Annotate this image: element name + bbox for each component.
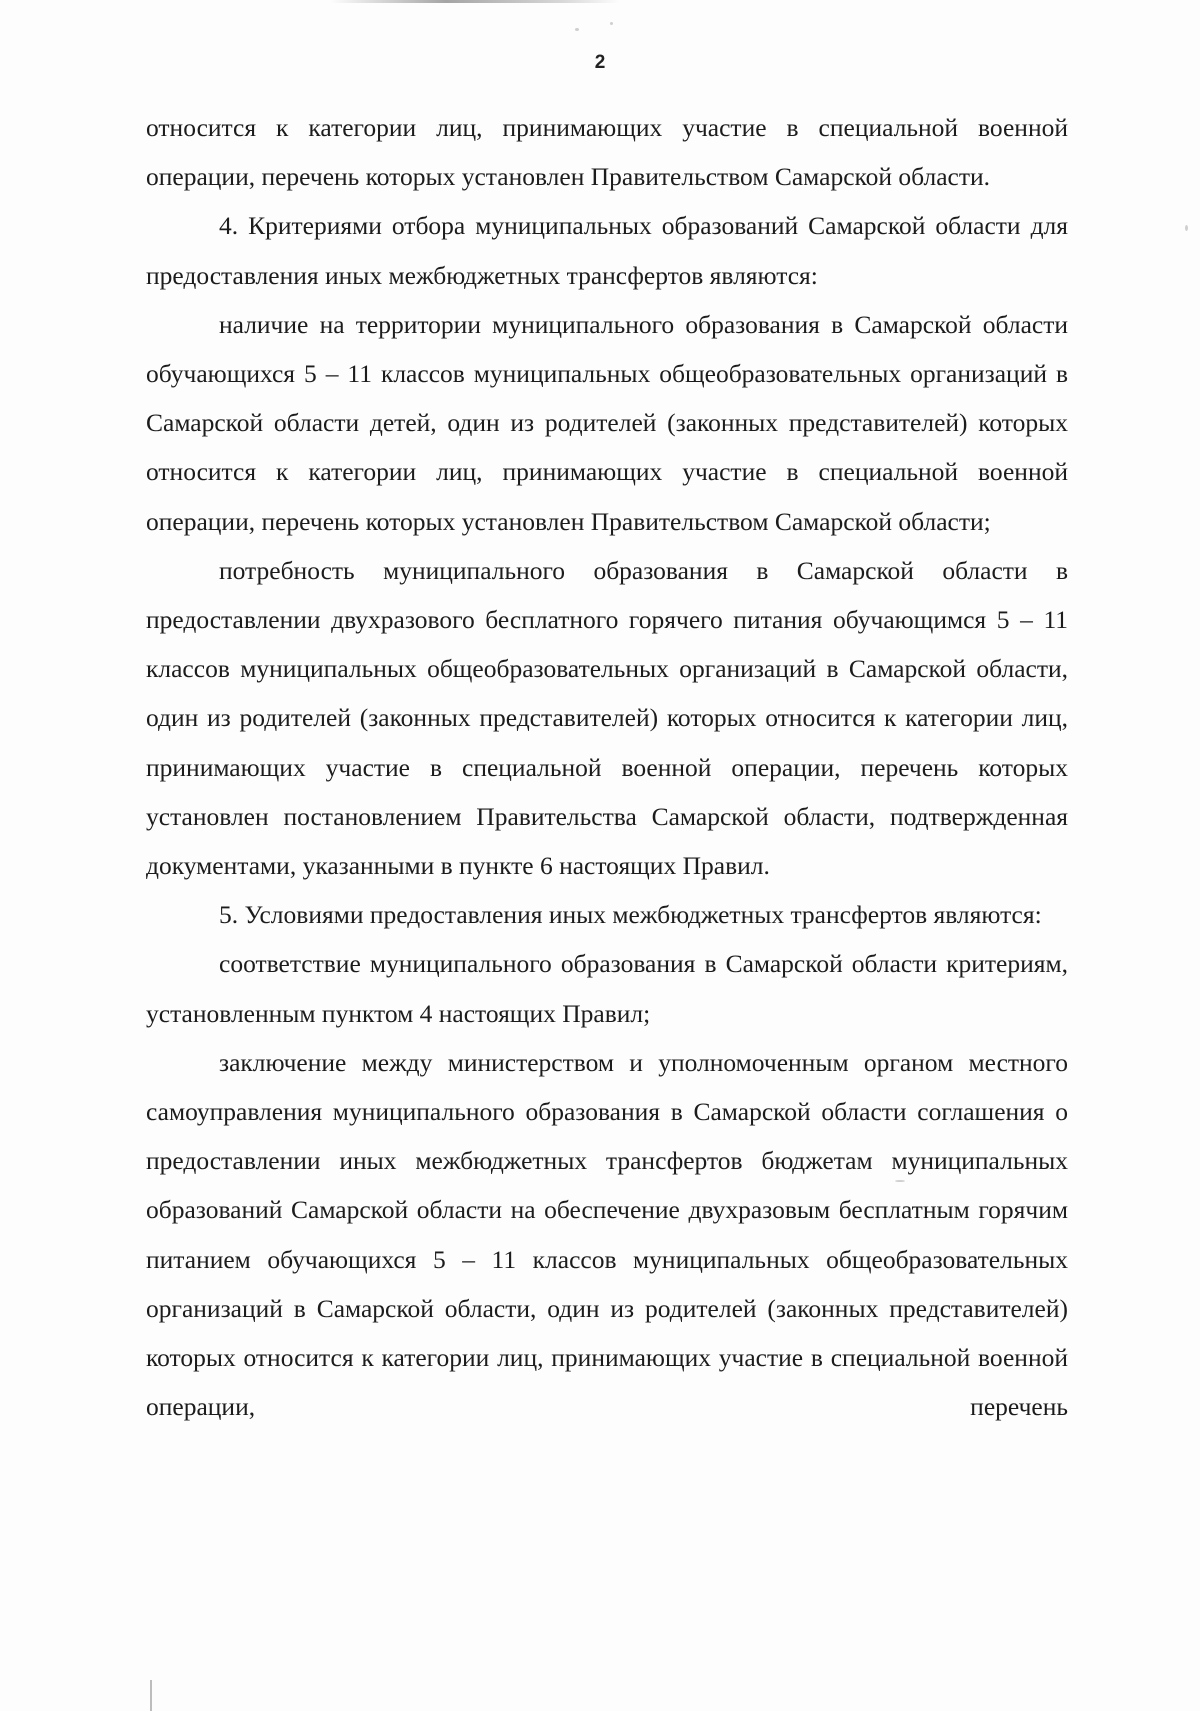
paragraph-criterion-2: потребность муниципального образования в Самарской области в предоставлении двухразового бесплатного горячего питания обучающимся 5 – 11 классов муниципальных общеобразовательных организаций в Самарской области, один из родителей (законных представителей) которых относится к категории лиц, принимающих участие в специальной военной операции, перечень которых установлен постановлением Правительства Самарской области, подтвержденная документами, указанными в пункте 6 настоящих Правил. [146, 555, 1068, 881]
scan-speck [610, 22, 613, 25]
scan-speck [575, 28, 579, 31]
paragraph-condition-2: заключение между министерством и уполномоченным органом местного самоуправления муниципального образования в Самарской области соглашения о предоставлении иных межбюджетных трансфертов бюджетам муниципальных образований Самарской области на обеспечение двухразовым бесплатным горячим питанием обучающихся 5 – 11 классов муниципальных общеобразовательных организаций в Самарской области, один из родителей (законных представителей) которых относится к категории лиц, принимающих участие в специальной военной операции, перечень [146, 1047, 1068, 1422]
paragraph-condition-1: соответствие муниципального образования в Самарской области критериям, установленным пунктом 4 настоящих Правил; [146, 949, 1068, 1028]
page-number: 2 [594, 52, 606, 73]
paragraph-criterion-1: наличие на территории муниципального образования в Самарской области обучающихся 5 – 11 классов муниципальных общеобразовательных организаций в Самарской области детей, один из родителей (законных представителей) которых относится к категории лиц, принимающих участие в специальной военной операции, перечень которых установлен Правительством Самарской области; [146, 309, 1068, 536]
scan-artifact-left [150, 1680, 152, 1711]
document-body [146, 103, 1068, 1431]
scan-artifact-top [330, 0, 620, 3]
scan-speck [1185, 225, 1188, 231]
paragraph-continuation: относится к категории лиц, принимающих участие в специальной военной операции, перечень которых установлен Правительством Самарской области. [146, 113, 1068, 192]
paragraph-item-4: 4. Критериями отбора муниципальных образований Самарской области для предоставления иных межбюджетных трансфертов являются: [146, 211, 1068, 290]
paragraph-item-5: 5. Условиями предоставления иных межбюджетных трансфертов являются: [219, 900, 1042, 930]
